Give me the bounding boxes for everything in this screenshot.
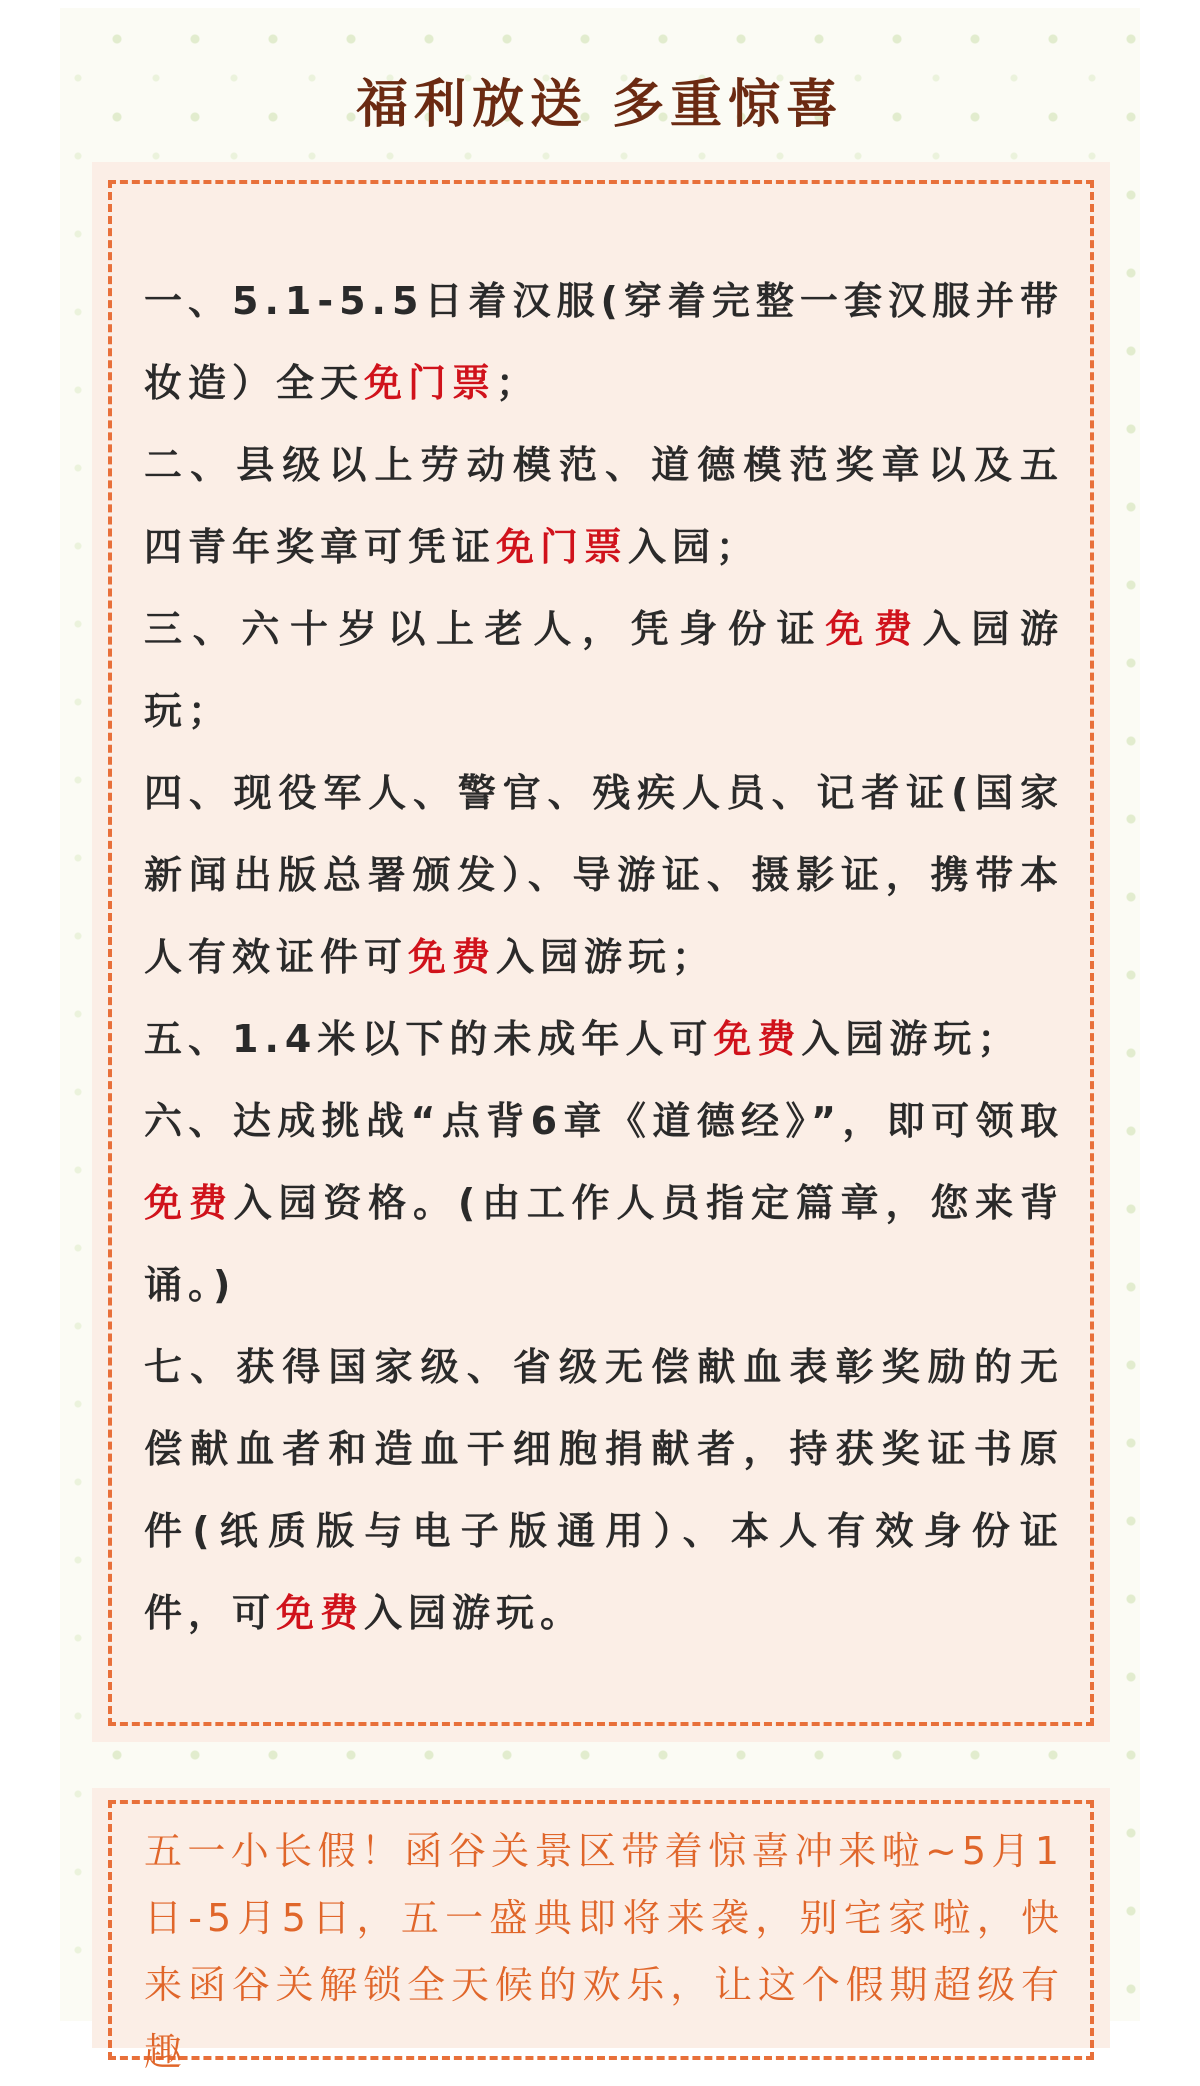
benefit-item: 五、1.4米以下的未成年人可免费入园游玩； (144, 1017, 1022, 1061)
left-margin (0, 0, 60, 2021)
right-margin (1140, 0, 1200, 2021)
free-highlight: 免费 (144, 1181, 234, 1225)
free-highlight: 免费 (276, 1591, 365, 1635)
benefit-item: 六、达成挑战“点背6章《道德经》”，即可领取免费入园资格。(由工作人员指定篇章，您来背诵。) (144, 1099, 1064, 1307)
intro-card (92, 1788, 1110, 2074)
free-highlight: 免费 (825, 607, 923, 651)
free-highlight: 免费 (408, 935, 497, 979)
free-highlight: 免门票 (496, 525, 629, 569)
top-bar (0, 0, 1200, 8)
intro-text: 五一小长假！函谷关景区带着惊喜冲来啦~5月1日-5月5日，五一盛典即将来袭，别宅家啦，快来函谷关解锁全天候的欢乐，让这个假期超级有趣 (144, 1829, 1064, 2074)
page-title: 福利放送 多重惊喜 (355, 75, 845, 135)
benefit-item: 三、六十岁以上老人，凭身份证免费入园游玩； (144, 607, 1064, 733)
benefit-item: 七、获得国家级、省级无偿献血表彰奖励的无偿献血者和造血干细胞捐献者，持获奖证书原件(纸质版与电子版通用）、本人有效身份证件，可免费入园游玩。 (144, 1345, 1064, 1635)
benefit-item: 四、现役军人、警官、残疾人员、记者证(国家新闻出版总署颁发）、导游证、摄影证，携带本人有效证件可免费入园游玩； (144, 771, 1064, 979)
free-highlight: 免费 (713, 1017, 802, 1061)
benefit-item: 一、5.1-5.5日着汉服(穿着完整一套汉服并带妆造）全天免门票； (144, 279, 1064, 405)
free-highlight: 免门票 (364, 361, 497, 405)
benefit-item: 二、县级以上劳动模范、道德模范奖章以及五四青年奖章可凭证免门票入园； (144, 443, 1064, 569)
benefits-card (92, 162, 1110, 1742)
benefits-list (144, 260, 1064, 1654)
